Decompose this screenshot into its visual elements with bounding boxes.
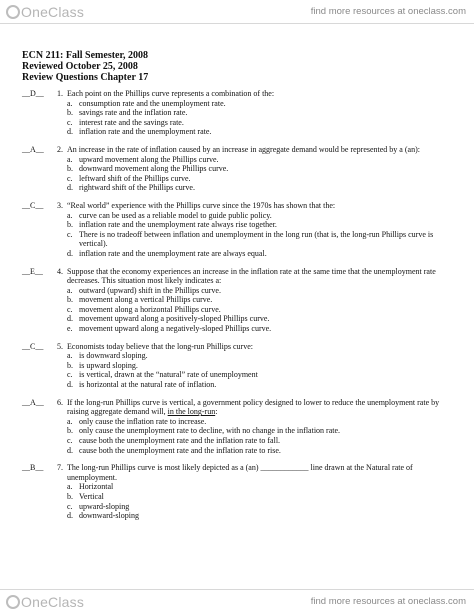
- option-item: [67, 324, 454, 334]
- question-stem: “Real world” experience with the Phillips curve since the 1970s has shown that the:: [67, 200, 336, 210]
- top-banner: [0, 0, 474, 24]
- option-text: movement along a horizontal Phillips curve.: [79, 304, 221, 314]
- question-number: 1.: [57, 89, 63, 98]
- option-item: [67, 220, 454, 230]
- answer-blank: __C__: [22, 200, 44, 210]
- option-item: [67, 108, 454, 118]
- option-text: is vertical, drawn at the “natural” rate of unemployment: [79, 370, 258, 380]
- option-text: Horizontal: [79, 482, 114, 492]
- option-letter: c.: [67, 173, 73, 183]
- option-item: [67, 305, 454, 315]
- option-text: only cause the unemployment rate to decline, with no change in the inflation rate.: [79, 426, 341, 436]
- document-page: [22, 50, 454, 521]
- option-letter: e.: [67, 324, 73, 334]
- option-text: inflation rate and the unemployment rate.: [79, 127, 212, 137]
- course-title: ECN 211: Fall Semester, 2008: [22, 50, 149, 61]
- document-heading: [22, 50, 454, 83]
- question-4: [22, 267, 454, 334]
- oneclass-logo-footer[interactable]: [6, 593, 84, 611]
- review-chapter: Review Questions Chapter 17: [22, 72, 149, 83]
- question-number: 5.: [57, 341, 63, 351]
- option-text: is upward sloping.: [79, 360, 138, 370]
- option-letter: c.: [67, 117, 73, 127]
- logo-text: OneClass: [21, 4, 85, 20]
- option-item: [67, 118, 454, 128]
- option-item: [67, 511, 454, 521]
- option-letter: c.: [67, 370, 73, 380]
- option-letter: b.: [67, 295, 73, 305]
- option-text: rightward shift of the Phillips curve.: [79, 183, 195, 193]
- option-item: [67, 361, 454, 371]
- question-stem: Economists today believe that the long-run Phillips curve:: [67, 341, 253, 351]
- option-item: [67, 351, 454, 361]
- option-list: [67, 155, 454, 193]
- option-letter: d.: [67, 127, 73, 137]
- option-list: [67, 351, 454, 389]
- option-item: [67, 127, 454, 137]
- oneclass-logo[interactable]: [6, 3, 84, 21]
- option-letter: a.: [67, 416, 73, 426]
- option-letter: d.: [67, 511, 73, 521]
- question-7: [22, 463, 454, 521]
- option-list: [67, 211, 454, 259]
- resources-link-footer[interactable]: find more resources at oneclass.com: [310, 596, 466, 607]
- question-number: 3.: [57, 200, 63, 210]
- option-item: [67, 380, 454, 390]
- option-text: consumption rate and the unemployment rate.: [79, 98, 226, 108]
- answer-blank: __D__: [22, 89, 44, 98]
- option-letter: b.: [67, 426, 73, 436]
- option-text: Vertical: [79, 491, 104, 501]
- option-text: is downward sloping.: [79, 351, 148, 361]
- option-text: only cause the inflation rate to increase.: [79, 416, 207, 426]
- bottom-banner: [0, 589, 474, 613]
- option-letter: d.: [67, 183, 73, 193]
- option-letter: b.: [67, 360, 73, 370]
- option-text: leftward shift of the Phillips curve.: [79, 173, 191, 183]
- option-item: [67, 370, 454, 380]
- option-item: [67, 417, 454, 427]
- question-list: [22, 89, 454, 521]
- option-item: [67, 211, 454, 221]
- option-letter: a.: [67, 154, 73, 164]
- question-stem: The long-run Phillips curve is most likely depicted as a (an) ____________ line drawn at the Natural rate of unemployment.: [67, 463, 413, 482]
- option-letter: a.: [67, 482, 73, 492]
- option-letter: b.: [67, 108, 73, 118]
- option-text: savings rate and the inflation rate.: [79, 108, 188, 118]
- option-item: [67, 155, 454, 165]
- option-text: inflation rate and the unemployment rate always rise together.: [79, 220, 277, 230]
- resources-link[interactable]: find more resources at oneclass.com: [310, 6, 466, 17]
- answer-blank: __E__: [22, 266, 43, 276]
- question-1: [22, 89, 454, 137]
- option-letter: c.: [67, 229, 73, 239]
- option-item: [67, 164, 454, 174]
- option-list: [67, 417, 454, 455]
- option-item: [67, 482, 454, 492]
- question-stem: [67, 398, 454, 417]
- answer-blank: __A__: [22, 397, 44, 407]
- question-stem: An increase in the rate of inflation caused by an increase in aggregate demand would be represented by a (an):: [67, 144, 420, 154]
- option-text: movement upward along a negatively-sloped Phillips curve.: [79, 324, 272, 334]
- option-item: [67, 314, 454, 324]
- answer-blank: __B__: [22, 463, 44, 473]
- option-letter: d.: [67, 380, 73, 390]
- option-text: upward-sloping: [79, 501, 130, 511]
- logo-ring-icon: [6, 595, 20, 609]
- option-text: inflation rate and the unemployment rate are always equal.: [79, 248, 267, 258]
- option-item: [67, 99, 454, 109]
- option-list: [67, 99, 454, 137]
- stem-after: :: [215, 407, 218, 417]
- answer-blank: __A__: [22, 144, 44, 154]
- option-letter: c.: [67, 304, 73, 314]
- option-letter: b.: [67, 491, 73, 501]
- option-letter: a.: [67, 210, 73, 220]
- question-number: 6.: [57, 397, 63, 407]
- option-text: There is no tradeoff between inflation and unemployment in the long run (that is, the long-run Phillips curve is vertical).: [79, 229, 434, 249]
- question-5: [22, 342, 454, 390]
- option-item: [67, 249, 454, 259]
- option-letter: d.: [67, 314, 73, 324]
- option-text: interest rate and the savings rate.: [79, 117, 184, 127]
- answer-blank: __C__: [22, 341, 44, 351]
- option-text: upward movement along the Phillips curve.: [79, 154, 219, 164]
- option-item: [67, 502, 454, 512]
- logo-ring-icon: [6, 5, 20, 19]
- logo-text: OneClass: [21, 594, 85, 610]
- option-text: is horizontal at the natural rate of inflation.: [79, 380, 217, 390]
- option-item: [67, 230, 454, 249]
- question-3: [22, 201, 454, 259]
- option-item: [67, 492, 454, 502]
- option-letter: a.: [67, 285, 73, 295]
- question-number: 4.: [57, 266, 63, 276]
- option-text: cause both the unemployment rate and the inflation rate to rise.: [79, 445, 281, 455]
- review-date: Reviewed October 25, 2008: [22, 61, 138, 72]
- option-letter: a.: [67, 351, 73, 361]
- option-item: [67, 183, 454, 193]
- question-stem: Suppose that the economy experiences an increase in the inflation rate at the same time that the unemployment rate decreases. This situation most likely indicates a:: [67, 266, 436, 286]
- option-letter: d.: [67, 445, 73, 455]
- option-letter: b.: [67, 220, 73, 230]
- stem-before: If the long-run Phillips curve is vertical, a government policy designed to lower to reduce the unemployment rate by raising aggregate demand will,: [67, 397, 440, 417]
- option-item: [67, 426, 454, 436]
- option-text: downward movement along the Phillips curve.: [79, 164, 229, 174]
- question-stem: Each point on the Phillips curve represents a combination of the:: [67, 89, 275, 98]
- option-letter: d.: [67, 248, 73, 258]
- option-item: [67, 295, 454, 305]
- question-6: [22, 398, 454, 456]
- option-letter: c.: [67, 436, 73, 445]
- option-text: downward-sloping: [79, 511, 139, 521]
- option-list: [67, 286, 454, 334]
- option-text: outward (upward) shift in the Phillips curve.: [79, 285, 221, 295]
- question-number: 7.: [57, 463, 63, 473]
- option-item: [67, 286, 454, 296]
- option-letter: a.: [67, 98, 73, 108]
- option-item: [67, 446, 454, 456]
- option-letter: c.: [67, 501, 73, 511]
- option-letter: b.: [67, 164, 73, 174]
- option-item: [67, 174, 454, 184]
- question-2: [22, 145, 454, 193]
- option-text: curve can be used as a reliable model to guide public policy.: [79, 210, 272, 220]
- stem-underlined: in the long-run: [167, 407, 216, 417]
- option-text: cause both the unemployment rate and the inflation rate to fall.: [79, 436, 281, 445]
- question-number: 2.: [57, 144, 63, 154]
- option-item: [67, 436, 454, 446]
- option-text: movement upward along a positively-sloped Phillips curve.: [79, 314, 270, 324]
- option-text: movement along a vertical Phillips curve.: [79, 295, 213, 305]
- option-list: [67, 482, 454, 520]
